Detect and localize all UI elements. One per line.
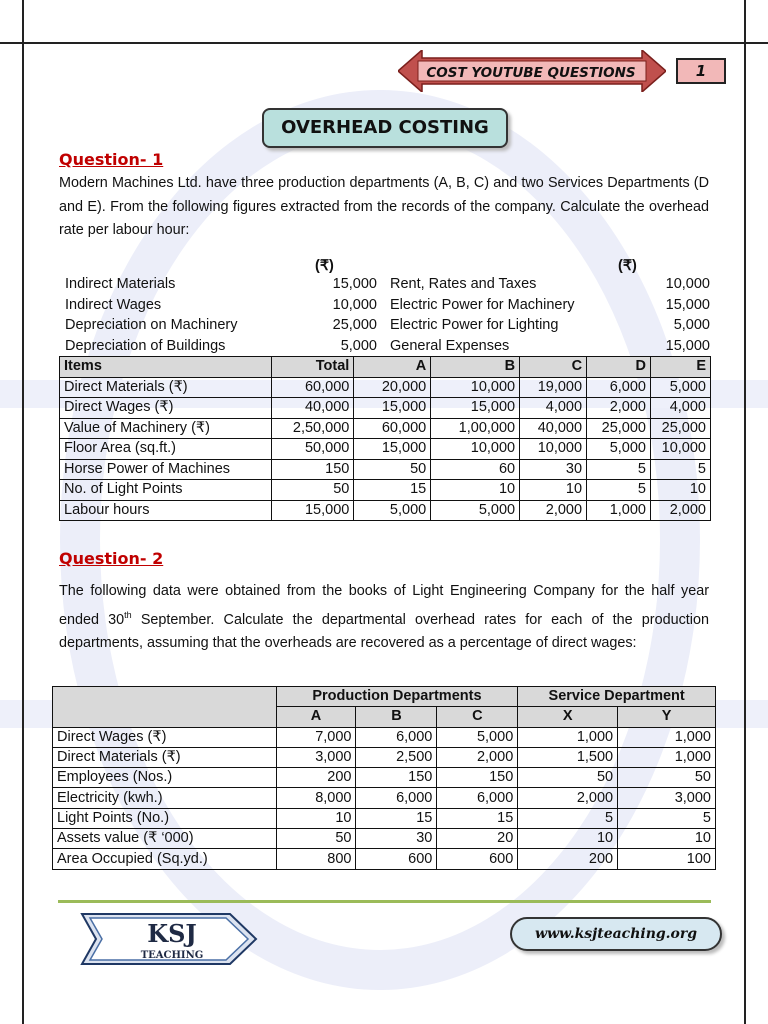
superscript: th: [124, 609, 132, 620]
row-label: Direct Wages (₹): [53, 727, 277, 747]
table-cell: 5: [651, 459, 711, 480]
column-header: A: [276, 707, 356, 727]
table-cell: 10: [520, 480, 587, 501]
column-header: Y: [618, 707, 716, 727]
row-label: Direct Wages (₹): [60, 398, 272, 419]
question-2-heading: Question- 2: [59, 549, 164, 568]
table-cell: 20,000: [354, 377, 431, 398]
table-row: [53, 829, 716, 849]
expense-label: Electric Power for Lighting: [390, 317, 559, 333]
table-cell: 10,000: [431, 377, 520, 398]
table-cell: 150: [356, 768, 437, 788]
row-label: Horse Power of Machines: [60, 459, 272, 480]
table-row: [60, 439, 711, 460]
table-cell: 4,000: [651, 398, 711, 419]
table-cell: 5: [618, 808, 716, 828]
row-label: Area Occupied (Sq.yd.): [53, 849, 277, 869]
expense-label: General Expenses: [390, 337, 510, 354]
table-cell: 10: [276, 808, 356, 828]
table-cell: 60,000: [272, 377, 354, 398]
table-cell: 19,000: [520, 377, 587, 398]
table-cell: 25,000: [651, 418, 711, 439]
table-cell: 200: [518, 849, 618, 869]
expense-label: Depreciation on Machinery: [65, 317, 238, 333]
footer-divider: [58, 900, 711, 903]
table-cell: 10,000: [431, 439, 520, 460]
table-cell: 15,000: [272, 500, 354, 521]
column-header: C: [520, 357, 587, 378]
question-1-text: Modern Machines Ltd. have three production departments (A, B, C) and two Services Departments (D and E). From the following figures extracted from the records of the company. Calculate the overhead rate per labour hour:: [59, 175, 709, 238]
table-cell: 10: [518, 829, 618, 849]
expense-label: Depreciation of Buildings: [65, 337, 226, 354]
table-cell: 20: [437, 829, 518, 849]
expense-row: [65, 315, 710, 336]
table-cell: 1,000: [618, 727, 716, 747]
table-cell: 60: [431, 459, 520, 480]
table-row: [53, 768, 716, 788]
table-cell: 30: [356, 829, 437, 849]
table-cell: 5,000: [431, 500, 520, 521]
table-cell: 25,000: [587, 418, 651, 439]
table-header-row: [60, 357, 711, 378]
currency-header-left: (₹): [315, 258, 334, 274]
question-2-text-part: The following data were obtained from the books of Light Engineering Company for the half year ended 30: [59, 583, 709, 628]
table-cell: 50: [518, 768, 618, 788]
row-label: Assets value (₹ ‘000): [53, 829, 277, 849]
table-cell: 2,000: [520, 500, 587, 521]
table-cell: 2,000: [518, 788, 618, 808]
column-header: B: [431, 357, 520, 378]
expense-value: 25,000: [332, 317, 377, 333]
row-label: Light Points (No.): [53, 808, 277, 828]
table-cell: 2,000: [587, 398, 651, 419]
table-cell: 40,000: [520, 418, 587, 439]
table-cell: 5: [518, 808, 618, 828]
page-border-top: [0, 42, 768, 44]
logo-subtext: TEACHING: [140, 950, 204, 961]
table-cell: 10,000: [520, 439, 587, 460]
table-cell: 10: [651, 480, 711, 501]
table-cell: 1,000: [518, 727, 618, 747]
expense-row: [65, 336, 710, 357]
column-header: Items: [60, 357, 272, 378]
question-2-table: [52, 686, 716, 870]
question-2-text-part: September. Calculate the departmental overhead rates for each of the production departments, assuming that the overheads are recovered as a percentage of direct wages:: [59, 611, 709, 651]
row-label: Labour hours: [60, 500, 272, 521]
table-cell: 50: [354, 459, 431, 480]
table-cell: 50: [618, 768, 716, 788]
column-header: C: [437, 707, 518, 727]
expense-value: 10,000: [665, 276, 710, 292]
table-row: [60, 459, 711, 480]
table-cell: 50: [272, 480, 354, 501]
logo-text: KSJ: [147, 919, 197, 948]
table-cell: 10: [431, 480, 520, 501]
group-header: Service Department: [518, 687, 716, 707]
table-cell: 6,000: [587, 377, 651, 398]
table-cell: 1,000: [587, 500, 651, 521]
table-cell: 5: [587, 459, 651, 480]
empty-header-cell: [53, 687, 277, 728]
table-cell: 5: [587, 480, 651, 501]
table-cell: 10: [618, 829, 716, 849]
expense-label: Electric Power for Machinery: [390, 296, 575, 313]
table-row: [53, 808, 716, 828]
table-row: [60, 398, 711, 419]
table-cell: 7,000: [276, 727, 356, 747]
table-row: [60, 480, 711, 501]
table-cell: 2,000: [437, 747, 518, 767]
table-cell: 2,50,000: [272, 418, 354, 439]
group-header: Production Departments: [276, 687, 518, 707]
expense-value: 5,000: [673, 317, 710, 333]
row-label: Value of Machinery (₹): [60, 418, 272, 439]
table-cell: 5,000: [587, 439, 651, 460]
expense-label: Rent, Rates and Taxes: [390, 276, 537, 292]
page-title: OVERHEAD COSTING: [262, 108, 508, 148]
table-cell: 150: [437, 768, 518, 788]
table-cell: 6,000: [356, 727, 437, 747]
table-cell: 2,000: [651, 500, 711, 521]
ribbon-title: COST YOUTUBE QUESTIONS: [426, 65, 636, 81]
page-border-right: [744, 0, 746, 1024]
table-cell: 50: [276, 829, 356, 849]
question-1-heading: Question- 1: [59, 150, 164, 169]
table-cell: 1,500: [518, 747, 618, 767]
table-cell: 60,000: [354, 418, 431, 439]
table-cell: 600: [356, 849, 437, 869]
table-cell: 100: [618, 849, 716, 869]
row-label: Floor Area (sq.ft.): [60, 439, 272, 460]
table-cell: 8,000: [276, 788, 356, 808]
row-label: Electricity (kwh.): [53, 788, 277, 808]
question-2-text: [59, 580, 709, 655]
table-row: [60, 500, 711, 521]
table-row: [53, 727, 716, 747]
table-row: [60, 377, 711, 398]
table-cell: 5,000: [651, 377, 711, 398]
table-cell: 3,000: [618, 788, 716, 808]
row-label: Direct Materials (₹): [60, 377, 272, 398]
table-cell: 50,000: [272, 439, 354, 460]
expense-row: [65, 295, 710, 316]
table-cell: 10,000: [651, 439, 711, 460]
table-cell: 4,000: [520, 398, 587, 419]
table-row: [53, 788, 716, 808]
expenses-list: [65, 256, 710, 356]
column-header: E: [651, 357, 711, 378]
expense-row: [65, 274, 710, 295]
expense-label: Indirect Materials: [65, 276, 176, 292]
table-cell: 600: [437, 849, 518, 869]
website-link[interactable]: www.ksjteaching.org: [510, 917, 722, 951]
row-label: Employees (Nos.): [53, 768, 277, 788]
column-header: X: [518, 707, 618, 727]
table-cell: 15,000: [431, 398, 520, 419]
expense-value: 10,000: [332, 296, 377, 313]
expense-value: 5,000: [340, 337, 377, 354]
table-cell: 200: [276, 768, 356, 788]
table-cell: 800: [276, 849, 356, 869]
table-row: [53, 849, 716, 869]
table-row: [60, 418, 711, 439]
page-border-left: [22, 0, 24, 1024]
currency-header-right: (₹): [618, 258, 637, 274]
column-header: D: [587, 357, 651, 378]
table-cell: 1,000: [618, 747, 716, 767]
column-header: A: [354, 357, 431, 378]
column-header: Total: [272, 357, 354, 378]
row-label: No. of Light Points: [60, 480, 272, 501]
table-cell: 15: [437, 808, 518, 828]
table-cell: 5,000: [354, 500, 431, 521]
table-cell: 6,000: [356, 788, 437, 808]
table-cell: 15,000: [354, 439, 431, 460]
table-header-row: [53, 687, 716, 707]
table-cell: 3,000: [276, 747, 356, 767]
row-label: Direct Materials (₹): [53, 747, 277, 767]
table-cell: 6,000: [437, 788, 518, 808]
table-cell: 2,500: [356, 747, 437, 767]
table-cell: 5,000: [437, 727, 518, 747]
column-header: B: [356, 707, 437, 727]
table-cell: 15: [354, 480, 431, 501]
expense-value: 15,000: [665, 337, 710, 354]
table-row: [53, 747, 716, 767]
question-1-table: [59, 356, 711, 521]
expense-label: Indirect Wages: [65, 296, 162, 313]
table-cell: 30: [520, 459, 587, 480]
expense-value: 15,000: [332, 276, 377, 292]
table-cell: 15: [356, 808, 437, 828]
page-number: 1: [676, 58, 726, 84]
table-cell: 40,000: [272, 398, 354, 419]
ksj-logo-icon: [80, 912, 258, 966]
table-cell: 1,00,000: [431, 418, 520, 439]
table-cell: 150: [272, 459, 354, 480]
expense-value: 15,000: [665, 296, 710, 313]
table-cell: 15,000: [354, 398, 431, 419]
